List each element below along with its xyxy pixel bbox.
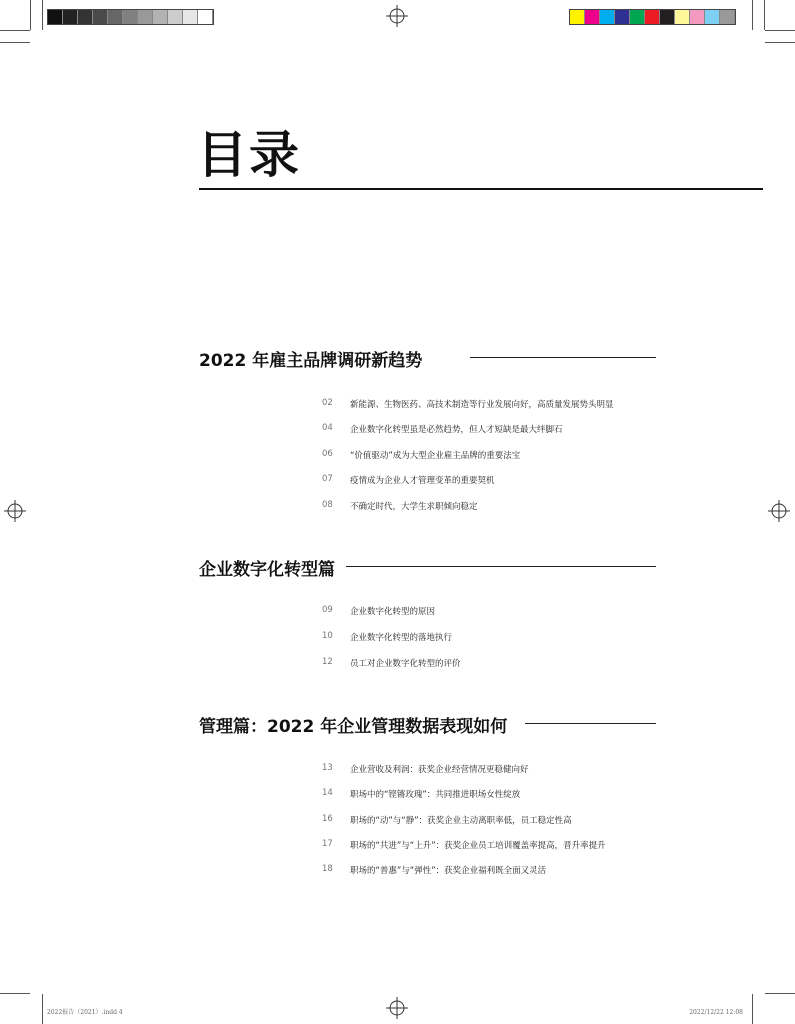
color-swatch bbox=[198, 10, 213, 24]
toc-page-number: 13 bbox=[322, 763, 333, 773]
section-heading: 管理篇：2022 年企业管理数据表现如何 bbox=[199, 717, 508, 737]
registration-mark-icon bbox=[768, 500, 790, 522]
toc-page-number: 09 bbox=[322, 605, 333, 615]
registration-mark-icon bbox=[4, 500, 26, 522]
color-swatch bbox=[138, 10, 153, 24]
color-swatch bbox=[690, 10, 705, 24]
crop-mark bbox=[752, 994, 753, 1024]
color-swatch bbox=[108, 10, 123, 24]
toc-page-number: 08 bbox=[322, 500, 333, 510]
toc-page-number: 06 bbox=[322, 449, 333, 459]
color-swatch bbox=[93, 10, 108, 24]
crop-mark bbox=[42, 994, 43, 1024]
toc-entry-text: 职场的“普惠”与“弹性”：获奖企业福利既全面又灵活 bbox=[350, 866, 547, 876]
file-slug: 2022报告（2021）.indd 4 bbox=[47, 1009, 123, 1016]
toc-entry[interactable] bbox=[322, 763, 529, 775]
color-swatch bbox=[720, 10, 735, 24]
toc-entry[interactable] bbox=[322, 814, 572, 826]
toc-entry-text: 职场中的“铿锵玫瑰”：共同推进职场女性绽放 bbox=[350, 790, 521, 800]
toc-page-number: 14 bbox=[322, 788, 333, 798]
toc-entry-text: 企业数字化转型的落地执行 bbox=[350, 633, 453, 643]
section-rule bbox=[346, 566, 656, 567]
process-color-bar bbox=[569, 9, 736, 25]
crop-mark bbox=[0, 993, 30, 994]
toc-entry[interactable] bbox=[322, 864, 546, 876]
crop-mark bbox=[30, 0, 31, 30]
toc-page-number: 18 bbox=[322, 864, 333, 874]
toc-page-number: 07 bbox=[322, 474, 333, 484]
toc-entry-text: 企业数字化转型虽是必然趋势，但人才短缺是最大绊脚石 bbox=[350, 425, 563, 435]
color-swatch bbox=[645, 10, 660, 24]
toc-entry[interactable] bbox=[322, 500, 478, 512]
crop-mark bbox=[765, 30, 795, 31]
crop-mark bbox=[0, 42, 30, 43]
section-rule bbox=[470, 357, 656, 358]
color-swatch bbox=[675, 10, 690, 24]
crop-mark bbox=[752, 0, 753, 30]
crop-mark bbox=[765, 42, 795, 43]
crop-mark bbox=[42, 0, 43, 30]
color-swatch bbox=[600, 10, 615, 24]
toc-entry-text: 员工对企业数字化转型的评价 bbox=[350, 659, 461, 669]
crop-mark bbox=[0, 30, 30, 31]
crop-mark bbox=[765, 993, 795, 994]
toc-entry[interactable] bbox=[322, 657, 461, 669]
toc-entry-text: 职场的“动”与“静”：获奖企业主动离职率低，员工稳定性高 bbox=[350, 816, 572, 826]
gray-color-bar bbox=[47, 9, 214, 25]
print-timestamp: 2022/12/22 12:08 bbox=[689, 1009, 743, 1016]
toc-entry[interactable] bbox=[322, 474, 495, 486]
section-rule bbox=[525, 723, 656, 724]
toc-entry-text: 企业数字化转型的原因 bbox=[350, 607, 436, 617]
color-swatch bbox=[63, 10, 78, 24]
toc-page-number: 02 bbox=[322, 398, 333, 408]
registration-mark-icon bbox=[386, 997, 408, 1019]
section-heading: 2022 年雇主品牌调研新趋势 bbox=[199, 351, 423, 371]
toc-entry-text: 企业营收及利润：获奖企业经营情况更稳健向好 bbox=[350, 765, 529, 775]
section-heading: 企业数字化转型篇 bbox=[199, 560, 335, 580]
color-swatch bbox=[630, 10, 645, 24]
title-underline bbox=[199, 188, 763, 190]
toc-entry[interactable] bbox=[322, 631, 452, 643]
color-swatch bbox=[78, 10, 93, 24]
crop-mark bbox=[764, 0, 765, 30]
toc-page-number: 10 bbox=[322, 631, 333, 641]
toc-entry[interactable] bbox=[322, 398, 614, 410]
toc-page-number: 17 bbox=[322, 839, 333, 849]
page-title: 目录 bbox=[197, 126, 301, 184]
color-swatch bbox=[705, 10, 720, 24]
color-swatch bbox=[123, 10, 138, 24]
toc-page-number: 12 bbox=[322, 657, 333, 667]
toc-entry-text: 不确定时代，大学生求职倾向稳定 bbox=[350, 502, 478, 512]
color-swatch bbox=[153, 10, 168, 24]
color-swatch bbox=[585, 10, 600, 24]
toc-entry-text: 疫情成为企业人才管理变革的重要契机 bbox=[350, 476, 495, 486]
color-swatch bbox=[48, 10, 63, 24]
color-swatch bbox=[570, 10, 585, 24]
toc-entry-text: “价值驱动”成为大型企业雇主品牌的重要法宝 bbox=[350, 451, 521, 461]
toc-entry-text: 职场的“共进”与“上升”：获奖企业员工培训覆盖率提高，晋升率提升 bbox=[350, 841, 606, 851]
toc-entry[interactable] bbox=[322, 788, 520, 800]
registration-mark-icon bbox=[386, 5, 408, 27]
toc-entry[interactable] bbox=[322, 839, 606, 851]
toc-entry[interactable] bbox=[322, 449, 520, 461]
toc-entry[interactable] bbox=[322, 605, 435, 617]
toc-entry-text: 新能源、生物医药、高技术制造等行业发展向好，高质量发展势头明显 bbox=[350, 400, 614, 410]
color-swatch bbox=[168, 10, 183, 24]
color-swatch bbox=[660, 10, 675, 24]
toc-page-number: 04 bbox=[322, 423, 333, 433]
toc-page-number: 16 bbox=[322, 814, 333, 824]
color-swatch bbox=[615, 10, 630, 24]
toc-entry[interactable] bbox=[322, 423, 563, 435]
color-swatch bbox=[183, 10, 198, 24]
